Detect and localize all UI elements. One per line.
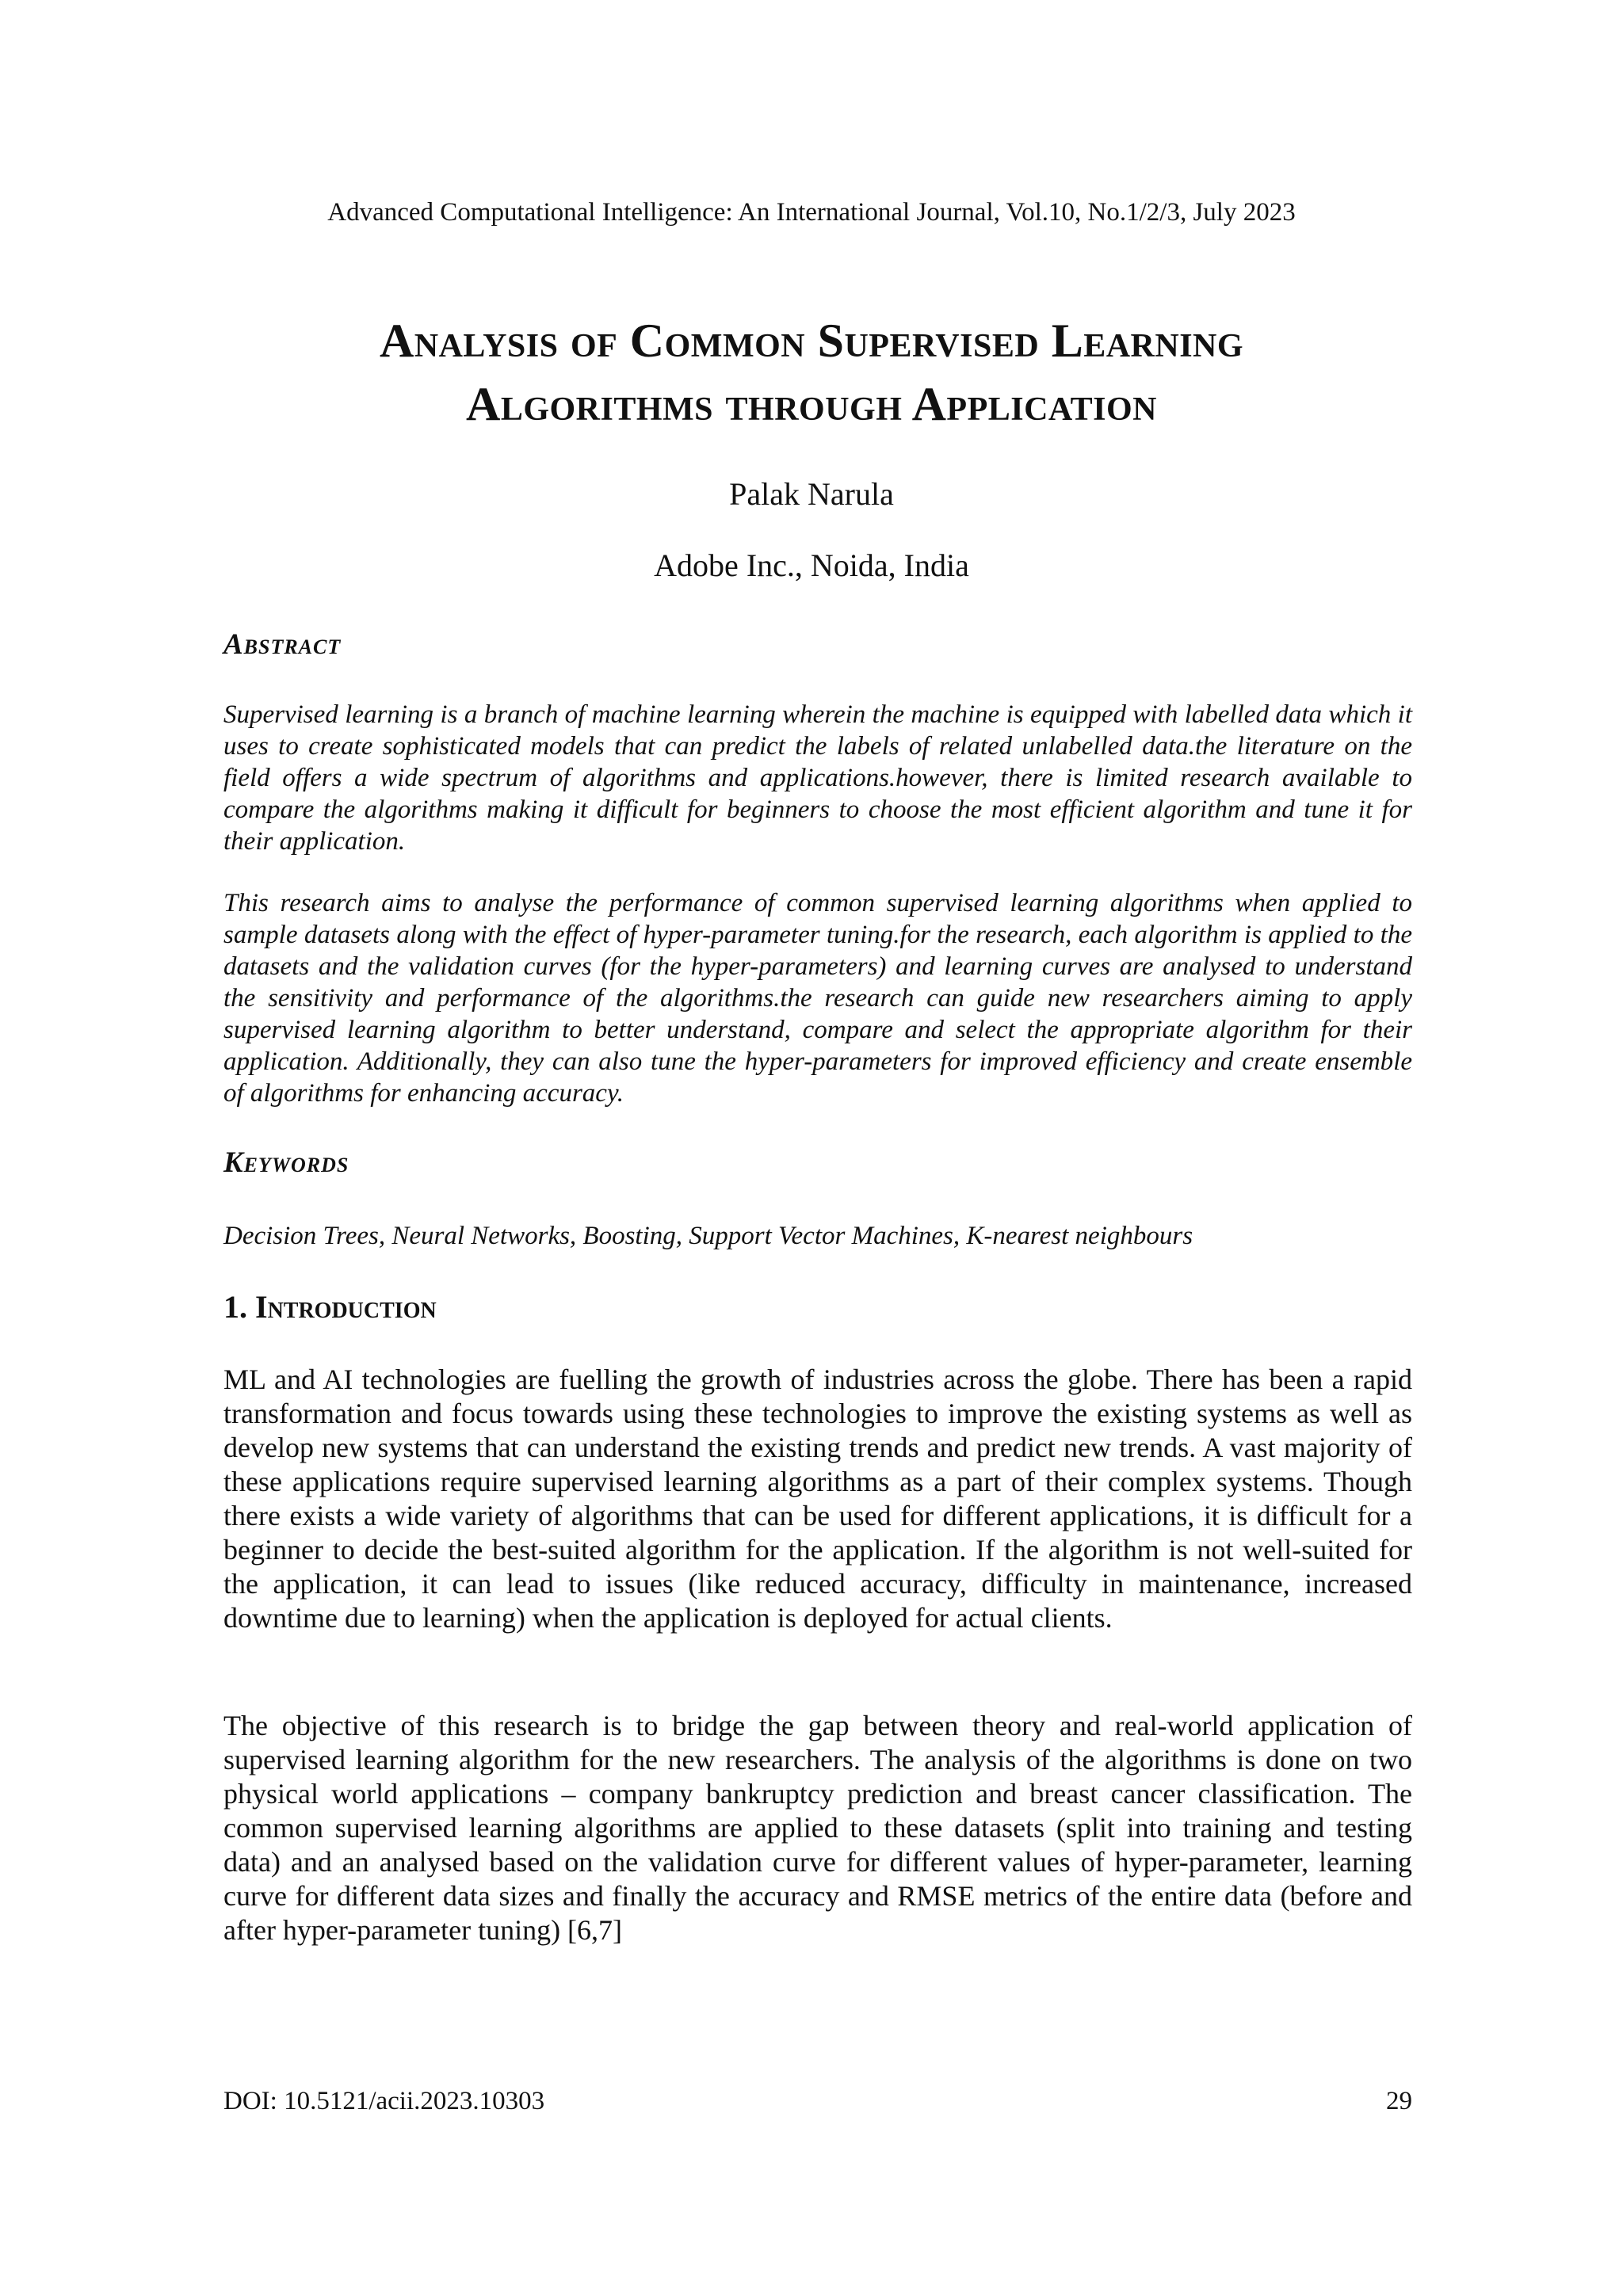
paper-title-line-2: Algorithms through Application [466, 378, 1157, 430]
keywords-text: Decision Trees, Neural Networks, Boosting, Support Vector Machines, K-nearest neighbours [223, 1222, 1193, 1250]
abstract-heading: Abstract [223, 628, 342, 661]
author-name: Palak Narula [729, 476, 894, 512]
paper-title [190, 309, 1433, 436]
footer-doi: DOI: 10.5121/acii.2023.10303 [223, 2087, 545, 2115]
abstract-paragraph-2: This research aims to analyse the performance of common supervised learning algorithms when applied to sample datasets along with the effect of hyper-parameter tuning.for the research, each algorithm is applied to the datasets and the validation curves (for the hyper-parameters) and learning curves are analysed to understand the sensitivity and performance of the algorithms.the research can guide new researchers aiming to apply supervised learning algorithm to better understand, compare and select the appropriate algorithm for their application. Additionally, they can also tune the hyper-parameters for improved efficiency and create ensemble of algorithms for enhancing accuracy. [223, 889, 1412, 1108]
paper-title-line-1: Analysis of Common Supervised Learning [379, 315, 1244, 367]
footer-page-number: 29 [1386, 2087, 1412, 2115]
running-header: Advanced Computational Intelligence: An International Journal, Vol.10, No.1/2/3, July 2023 [327, 198, 1296, 227]
introduction-heading: 1. Introduction [223, 1289, 437, 1325]
abstract-paragraph-1: Supervised learning is a branch of machine learning wherein the machine is equipped with labelled data which it uses to create sophisticated models that can predict the labels of related unlabelled data.the literature on the field offers a wide spectrum of algorithms and applications.however, there is limited research available to compare the algorithms making it difficult for beginners to choose the most efficient algorithm and tune it for their application. [223, 700, 1412, 856]
author-affiliation: Adobe Inc., Noida, India [654, 547, 969, 583]
introduction-paragraph-1: ML and AI technologies are fuelling the growth of industries across the globe. There has been a rapid transformation and focus towards using these technologies to improve the existing systems as well as develop new systems that can understand the existing trends and predict new trends. A vast majority of these applications require supervised learning algorithms as a part of their complex systems. Though there exists a wide variety of algorithms that can be used for different applications, it is difficult for a beginner to decide the best-suited algorithm for the application. If the algorithm is not well-suited for the application, it can lead to issues (like reduced accuracy, difficulty in maintenance, increased downtime due to learning) when the application is deployed for actual clients. [223, 1363, 1412, 1634]
introduction-paragraph-2: The objective of this research is to bridge the gap between theory and real-world application of supervised learning algorithm for the new researchers. The analysis of the algorithms is done on two physical world applications – company bankruptcy prediction and breast cancer classification. The common supervised learning algorithms are applied to these datasets (split into training and testing data) and an analysed based on the validation curve for different values of hyper-parameter, learning curve for different data sizes and finally the accuracy and RMSE metrics of the entire data (before and after hyper-parameter tuning) [6,7] [223, 1710, 1412, 1946]
keywords-heading: Keywords [223, 1146, 349, 1179]
